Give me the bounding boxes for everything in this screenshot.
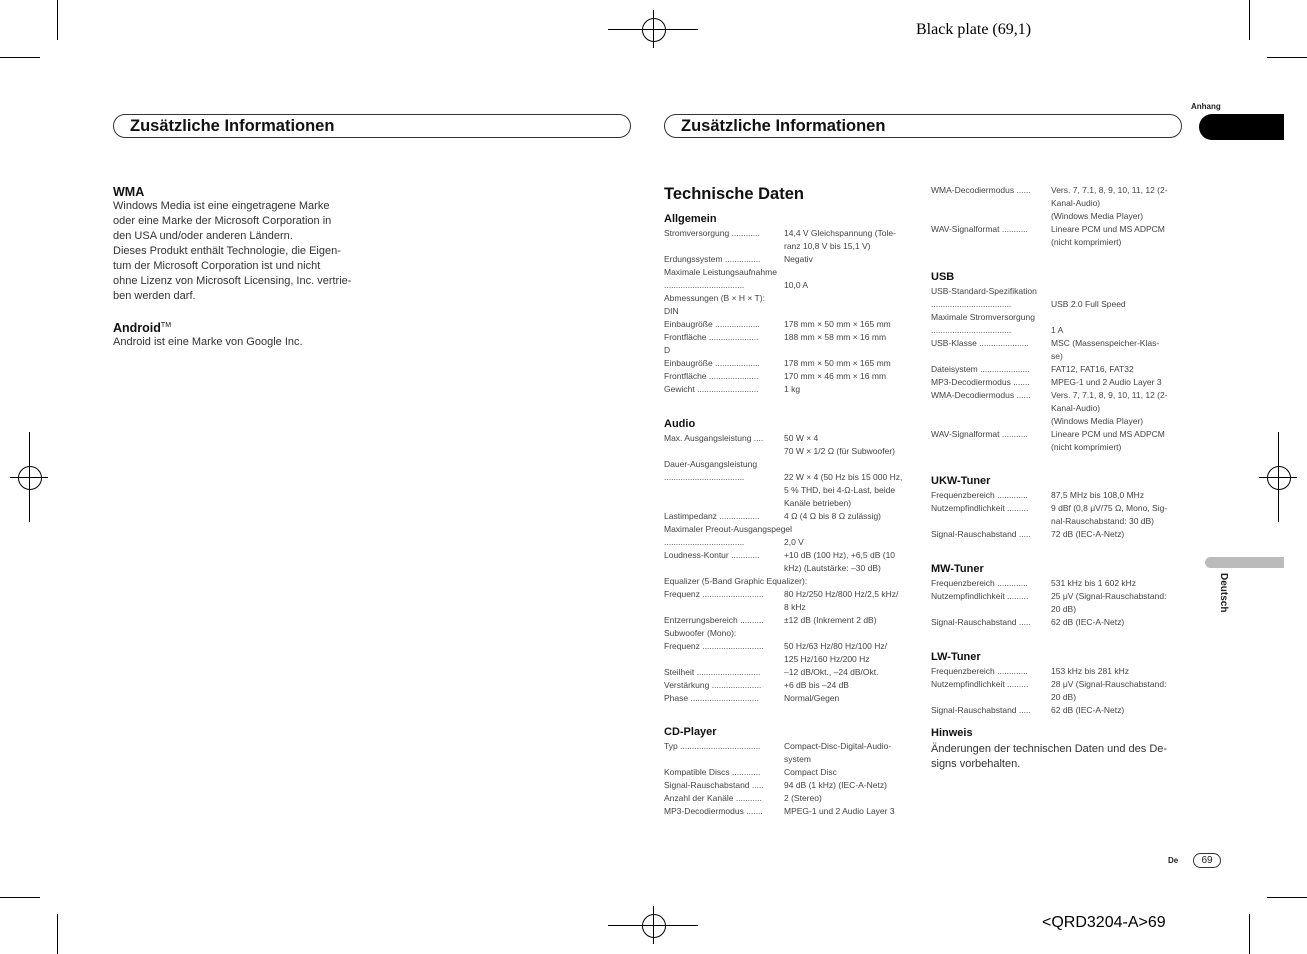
spec-value: 2 (Stereo) — [784, 793, 822, 803]
spec-label: WAV-Signalformat ........... — [931, 429, 1028, 439]
spec-row — [931, 223, 1181, 236]
spec-value: 170 mm × 46 mm × 16 mm — [784, 371, 887, 381]
spec-row — [931, 415, 1181, 428]
spec-label: Nutzempfindlichkeit ......... — [931, 591, 1029, 601]
spec-label: Stromversorgung ............ — [664, 228, 760, 238]
spec-label — [664, 653, 784, 666]
spec-row — [931, 515, 1181, 528]
spec-row — [931, 704, 1181, 717]
spec-heading: Maximaler Preout-Ausgangspegel — [664, 524, 793, 534]
spec-label: Frontfläche ..................... — [664, 371, 759, 381]
spec-value: Vers. 7, 7.1, 8, 9, 10, 11, 12 (2- — [1051, 185, 1168, 195]
spec-row — [931, 298, 1181, 311]
spec-label: Frequenzbereich ............. — [931, 490, 1028, 500]
language-tab-label: Deutsch — [1218, 573, 1229, 613]
spec-label: Einbaugröße ................... — [664, 319, 760, 329]
registration-mark — [1267, 466, 1291, 490]
header-right — [664, 114, 1182, 138]
spec-heading: Maximale Leistungsaufnahme — [664, 267, 777, 277]
spec-label: Nutzempfindlichkeit ......... — [931, 503, 1029, 513]
spec-label: MP3-Decodiermodus ....... — [664, 806, 763, 816]
spec-value: 153 kHz bis 281 kHz — [1051, 666, 1129, 676]
spec-row — [931, 665, 1181, 678]
spec-value: kHz) (Lautstärke: –30 dB) — [784, 563, 881, 573]
spec-row — [664, 471, 914, 484]
spec-row — [664, 445, 914, 458]
spec-label — [664, 753, 784, 766]
section-title: MW-Tuner — [931, 563, 984, 575]
spec-row — [664, 666, 914, 679]
spec-value: 9 dBf (0,8 μV/75 Ω, Mono, Sig- — [1051, 503, 1168, 513]
spec-heading: Dauer-Ausgangsleistung — [664, 459, 758, 469]
section-mw — [931, 563, 1181, 629]
spec-row — [931, 616, 1181, 629]
spec-row — [664, 740, 914, 753]
spec-row — [664, 614, 914, 627]
spec-label: Signal-Rauschabstand ..... — [931, 705, 1031, 715]
spec-value: 10,0 A — [784, 280, 809, 290]
spec-row — [664, 279, 914, 292]
spec-label: Frequenz .......................... — [664, 589, 764, 599]
spec-row — [664, 640, 914, 653]
spec-label: .................................. — [931, 325, 1012, 335]
spec-row — [664, 653, 914, 666]
spec-value: (Windows Media Player) — [1051, 211, 1144, 221]
spec-label — [664, 240, 784, 253]
spec-value: 25 μV (Signal-Rauschabstand: — [1051, 591, 1167, 601]
spec-value: 50 Hz/63 Hz/80 Hz/100 Hz/ — [784, 641, 887, 651]
spec-row — [664, 331, 914, 344]
spec-value: 125 Hz/160 Hz/200 Hz — [784, 654, 870, 664]
spec-value: 22 W × 4 (50 Hz bis 15 000 Hz, — [784, 472, 903, 482]
text-line: signs vorbehalten. — [931, 758, 1021, 770]
spec-label — [931, 415, 1051, 428]
spec-label: Frequenzbereich ............. — [931, 666, 1028, 676]
header-left-title: Zusätzliche Informationen — [130, 117, 335, 135]
section-lw — [931, 651, 1181, 717]
spec-label — [664, 484, 784, 497]
spec-row — [664, 383, 914, 396]
side-tab-label: Anhang — [1191, 102, 1221, 111]
spec-value: –12 dB/Okt., –24 dB/Okt. — [784, 667, 879, 677]
crop-mark — [1267, 897, 1307, 898]
spec-row — [931, 363, 1181, 376]
spec-row — [664, 370, 914, 383]
spec-value: +10 dB (100 Hz), +6,5 dB (10 — [784, 550, 896, 560]
section-title: LW-Tuner — [931, 651, 981, 663]
crop-mark — [1249, 0, 1250, 40]
spec-label — [931, 236, 1051, 249]
spec-row — [931, 402, 1181, 415]
spec-label: Entzerrungsbereich .......... — [664, 615, 764, 625]
spec-label: .................................. — [664, 472, 745, 482]
text-line: ben werden darf. — [113, 290, 196, 302]
spec-value: 87,5 MHz bis 108,0 MHz — [1051, 490, 1145, 500]
section-title: USB — [931, 271, 955, 283]
spec-value: 28 μV (Signal-Rauschabstand: — [1051, 679, 1167, 689]
spec-heading: Abmessungen (B × H × T): — [664, 293, 765, 303]
spec-label: .................................. — [664, 280, 745, 290]
text-line: Windows Media ist eine eingetragene Marke — [113, 200, 330, 212]
spec-label — [931, 402, 1051, 415]
spec-value: ranz 10,8 V bis 15,1 V) — [784, 241, 871, 251]
tech-title: Technische Daten — [664, 185, 804, 203]
spec-value: 50 W × 4 — [784, 433, 819, 443]
spec-label: Phase ............................. — [664, 693, 759, 703]
spec-row — [931, 691, 1181, 704]
spec-label: Lastimpedanz ................. — [664, 511, 760, 521]
section-title: UKW-Tuner — [931, 475, 991, 487]
spec-value: MPEG-1 und 2 Audio Layer 3 — [784, 806, 895, 816]
spec-value: 70 W × 1/2 Ω (für Subwoofer) — [784, 446, 895, 456]
text-line: ohne Lizenz von Microsoft Licensing, Inc. vertrie- — [113, 275, 352, 287]
section-title: Audio — [664, 418, 696, 430]
spec-row — [664, 510, 914, 523]
trademark-mark: TM — [160, 321, 172, 329]
spec-row — [931, 603, 1181, 616]
spec-row — [664, 588, 914, 601]
spec-label — [931, 691, 1051, 704]
language-tab — [1205, 557, 1284, 568]
crop-mark — [0, 897, 40, 898]
spec-value: Negativ — [784, 254, 813, 264]
spec-value: 80 Hz/250 Hz/800 Hz/2,5 kHz/ — [784, 589, 899, 599]
spec-label: WMA-Decodiermodus ...... — [931, 185, 1031, 195]
spec-label: Max. Ausgangsleistung .... — [664, 433, 764, 443]
section-usb — [931, 271, 1181, 454]
spec-row — [931, 678, 1181, 691]
spec-label — [931, 603, 1051, 616]
spec-label — [931, 210, 1051, 223]
hinweis-text — [931, 742, 1186, 772]
android-text: Android ist eine Marke von Google Inc. — [113, 336, 303, 348]
text-line: Dieses Produkt enthält Technologie, die Eigen- — [113, 245, 341, 257]
spec-row — [664, 679, 914, 692]
spec-value: MSC (Massenspeicher-Klas- — [1051, 338, 1160, 348]
spec-value: 188 mm × 58 mm × 16 mm — [784, 332, 887, 342]
spec-row — [664, 357, 914, 370]
spec-row — [931, 528, 1181, 541]
crop-mark — [57, 914, 58, 954]
spec-row — [664, 318, 914, 331]
spec-label: Frontfläche ..................... — [664, 332, 759, 342]
spec-label: WAV-Signalformat ........... — [931, 224, 1028, 234]
spec-row — [931, 428, 1181, 441]
spec-label: Typ .................................. — [664, 741, 761, 751]
page-number: 69 — [1193, 853, 1221, 868]
spec-value: 1 kg — [784, 384, 801, 394]
spec-row — [664, 536, 914, 549]
section-allgemein — [664, 213, 914, 396]
text-line: oder eine Marke der Microsoft Corporation in — [113, 215, 332, 227]
hinweis-block — [931, 727, 1186, 772]
spec-value: 14,4 V Gleichspannung (Tole- — [784, 228, 896, 238]
spec-row — [664, 253, 914, 266]
spec-label — [664, 445, 784, 458]
spec-label — [931, 197, 1051, 210]
spec-row — [931, 502, 1181, 515]
spec-value: system — [784, 754, 811, 764]
wma-text — [113, 199, 373, 304]
spec-heading: Maximale Stromversorgung — [931, 312, 1035, 322]
registration-mark — [18, 466, 42, 490]
text-line: den USA und/oder anderen Ländern. — [113, 230, 293, 242]
header-left — [113, 114, 631, 138]
spec-label: Anzahl der Kanäle ........... — [664, 793, 762, 803]
spec-value: Kanal-Audio) — [1051, 198, 1101, 208]
spec-value: 531 kHz bis 1 602 kHz — [1051, 578, 1137, 588]
spec-value: 1 A — [1051, 325, 1064, 335]
spec-label — [664, 562, 784, 575]
spec-row — [664, 549, 914, 562]
spec-row — [931, 441, 1181, 454]
spec-value: 72 dB (IEC-A-Netz) — [1051, 529, 1125, 539]
spec-row — [664, 227, 914, 240]
spec-label — [931, 441, 1051, 454]
spec-value: MPEG-1 und 2 Audio Layer 3 — [1051, 377, 1162, 387]
spec-row — [931, 590, 1181, 603]
spec-heading: Equalizer (5-Band Graphic Equalizer): — [664, 576, 808, 586]
spec-row — [664, 240, 914, 253]
spec-row — [931, 376, 1181, 389]
spec-label: Signal-Rauschabstand ..... — [931, 617, 1031, 627]
header-right-title: Zusätzliche Informationen — [681, 117, 886, 135]
plate-label: Black plate (69,1) — [916, 21, 1032, 38]
spec-label: Nutzempfindlichkeit ......... — [931, 679, 1029, 689]
spec-value: 2,0 V — [784, 537, 804, 547]
spec-label: .................................. — [664, 537, 745, 547]
spec-heading: DIN — [664, 306, 679, 316]
spec-value: Lineare PCM und MS ADPCM — [1051, 429, 1165, 439]
document-code: <QRD3204-A>69 — [1042, 914, 1166, 931]
android-block — [113, 321, 373, 350]
spec-value: 178 mm × 50 mm × 165 mm — [784, 319, 891, 329]
spec-value: 178 mm × 50 mm × 165 mm — [784, 358, 891, 368]
spec-label: Gewicht .......................... — [664, 384, 759, 394]
spec-label: MP3-Decodiermodus ....... — [931, 377, 1030, 387]
android-title: Android — [113, 321, 161, 335]
spec-row — [664, 497, 914, 510]
spec-label: Verstärkung ..................... — [664, 680, 762, 690]
registration-mark — [642, 914, 666, 938]
spec-label: Frequenzbereich ............. — [931, 578, 1028, 588]
spec-heading: Subwoofer (Mono): — [664, 628, 737, 638]
spec-value: FAT12, FAT16, FAT32 — [1051, 364, 1134, 374]
spec-label: Signal-Rauschabstand ..... — [931, 529, 1031, 539]
spec-row — [931, 489, 1181, 502]
spec-row — [664, 753, 914, 766]
section-title: Allgemein — [664, 213, 717, 225]
spec-value: 5 % THD, bei 4-Ω-Last, beide — [784, 485, 896, 495]
spec-value: 4 Ω (4 Ω bis 8 Ω zulässig) — [784, 511, 882, 521]
spec-value: +6 dB bis –24 dB — [784, 680, 849, 690]
spec-label: Kompatible Discs ............ — [664, 767, 761, 777]
spec-value: ±12 dB (Inkrement 2 dB) — [784, 615, 877, 625]
spec-row — [931, 197, 1181, 210]
spec-label: Signal-Rauschabstand ..... — [664, 780, 764, 790]
text-line: tum der Microsoft Corporation ist und nicht — [113, 260, 321, 272]
spec-label: WMA-Decodiermodus ...... — [931, 390, 1031, 400]
spec-row — [931, 184, 1181, 197]
spec-heading: D — [664, 345, 671, 355]
spec-row — [664, 766, 914, 779]
spec-row — [664, 484, 914, 497]
spec-value: Vers. 7, 7.1, 8, 9, 10, 11, 12 (2- — [1051, 390, 1168, 400]
wma-block — [113, 185, 373, 304]
spec-label: Steilheit ........................... — [664, 667, 761, 677]
spec-label: USB-Klasse ..................... — [931, 338, 1029, 348]
spec-row — [931, 350, 1181, 363]
spec-value: 8 kHz — [784, 602, 806, 612]
spec-value: Compact Disc — [784, 767, 837, 777]
spec-label: Dateisystem ..................... — [931, 364, 1030, 374]
spec-value: Kanal-Audio) — [1051, 403, 1101, 413]
hinweis-title: Hinweis — [931, 727, 973, 739]
spec-value: Kanäle betrieben) — [784, 498, 852, 508]
spec-heading: USB-Standard-Spezifikation — [931, 286, 1037, 296]
spec-label: Frequenz .......................... — [664, 641, 764, 651]
section-title: CD-Player — [664, 726, 717, 738]
spec-row — [664, 432, 914, 445]
spec-value: USB 2.0 Full Speed — [1051, 299, 1126, 309]
lang-code: De — [1168, 856, 1179, 865]
spec-row — [664, 692, 914, 705]
registration-mark — [642, 18, 666, 42]
spec-row — [664, 562, 914, 575]
spec-row — [664, 792, 914, 805]
spec-value: Lineare PCM und MS ADPCM — [1051, 224, 1165, 234]
spec-label: Loudness-Kontur ............ — [664, 550, 760, 560]
crop-mark — [1267, 57, 1307, 58]
spec-row — [664, 779, 914, 792]
spec-value: (nicht komprimiert) — [1051, 237, 1122, 247]
spec-label: .................................. — [931, 299, 1012, 309]
spec-row — [931, 236, 1181, 249]
spec-value: Normal/Gegen — [784, 693, 840, 703]
crop-mark — [1249, 914, 1250, 954]
spec-value: 20 dB) — [1051, 692, 1077, 702]
crop-mark — [57, 0, 58, 40]
spec-value: (Windows Media Player) — [1051, 416, 1144, 426]
spec-value: (nicht komprimiert) — [1051, 442, 1122, 452]
spec-label — [664, 497, 784, 510]
spec-row — [664, 805, 914, 818]
section-ukw — [931, 475, 1181, 541]
spec-value: 20 dB) — [1051, 604, 1077, 614]
wma-title: WMA — [113, 185, 145, 199]
spec-value: 94 dB (1 kHz) (IEC-A-Netz) — [784, 780, 887, 790]
spec-value: 62 dB (IEC-A-Netz) — [1051, 705, 1125, 715]
spec-value: se) — [1051, 351, 1063, 361]
crop-mark — [0, 57, 40, 58]
spec-row — [931, 577, 1181, 590]
spec-label — [931, 350, 1051, 363]
spec-row — [664, 601, 914, 614]
spec-row — [931, 324, 1181, 337]
spec-value: nal-Rauschabstand: 30 dB) — [1051, 516, 1155, 526]
spec-label — [931, 515, 1051, 528]
text-line: Änderungen der technischen Daten und des De- — [931, 743, 1168, 755]
spec-row — [931, 210, 1181, 223]
spec-label — [664, 601, 784, 614]
spec-label: Einbaugröße ................... — [664, 358, 760, 368]
side-tab — [1199, 114, 1284, 140]
spec-value: Compact-Disc-Digital-Audio- — [784, 741, 892, 751]
section-cd — [664, 726, 914, 818]
spec-row — [931, 337, 1181, 350]
spec-row — [931, 389, 1181, 402]
spec-value: 62 dB (IEC-A-Netz) — [1051, 617, 1125, 627]
spec-label: Erdungssystem ............... — [664, 254, 761, 264]
section-audio — [664, 418, 914, 705]
section-cd-continued — [931, 184, 1181, 249]
